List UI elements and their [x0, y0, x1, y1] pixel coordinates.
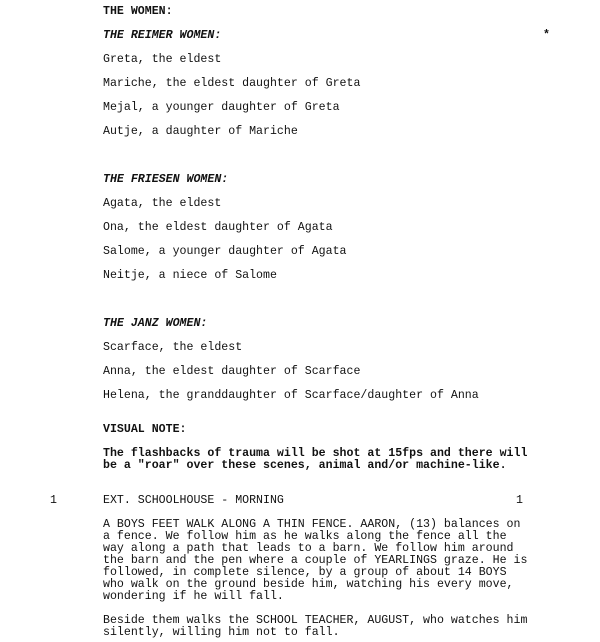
action-line: the barn and the pen where a couple of YEARLINGS graze. He is [103, 554, 528, 567]
cast-member: Scarface, the eldest [103, 341, 243, 354]
cast-member: Agata, the eldest [103, 197, 222, 210]
visual-note-line: be a "roar" over these scenes, animal and/or machine-like. [103, 459, 507, 472]
visual-note-heading: VISUAL NOTE: [103, 423, 187, 436]
cast-member: Autje, a daughter of Mariche [103, 125, 298, 138]
cast-member: Greta, the eldest [103, 53, 222, 66]
cast-member: Helena, the granddaughter of Scarface/daughter of Anna [103, 389, 479, 402]
action-line: A BOYS FEET WALK ALONG A THIN FENCE. AARON, (13) balances on [103, 518, 521, 531]
revision-mark: * [543, 29, 550, 42]
action-line: followed, in complete silence, by a group of about 14 BOYS [103, 566, 507, 579]
group-title-friesen: THE FRIESEN WOMEN: [103, 173, 229, 186]
cast-heading: THE WOMEN: [103, 5, 173, 18]
cast-member: Neitje, a niece of Salome [103, 269, 277, 282]
action-line: Beside them walks the SCHOOL TEACHER, AUGUST, who watches him [103, 614, 528, 627]
cast-member: Mariche, the eldest daughter of Greta [103, 77, 361, 90]
scene-heading: EXT. SCHOOLHOUSE - MORNING [103, 494, 284, 507]
action-line: wondering if he will fall. [103, 590, 284, 603]
action-line: way along a path that leads to a barn. We follow him around [103, 542, 514, 555]
cast-member: Salome, a younger daughter of Agata [103, 245, 347, 258]
action-line: a fence. We follow him as he walks along the fence all the [103, 530, 507, 543]
action-line: silently, willing him not to fall. [103, 626, 340, 639]
group-title-janz: THE JANZ WOMEN: [103, 317, 208, 330]
scene-number-left: 1 [50, 494, 57, 507]
cast-member: Anna, the eldest daughter of Scarface [103, 365, 361, 378]
cast-member: Mejal, a younger daughter of Greta [103, 101, 340, 114]
cast-member: Ona, the eldest daughter of Agata [103, 221, 333, 234]
scene-number-right: 1 [516, 494, 523, 507]
group-title-reimer: THE REIMER WOMEN: [103, 29, 222, 42]
visual-note-line: The flashbacks of trauma will be shot at 15fps and there will [103, 447, 528, 460]
action-line: who walk on the ground beside him, watching his every move, [103, 578, 514, 591]
